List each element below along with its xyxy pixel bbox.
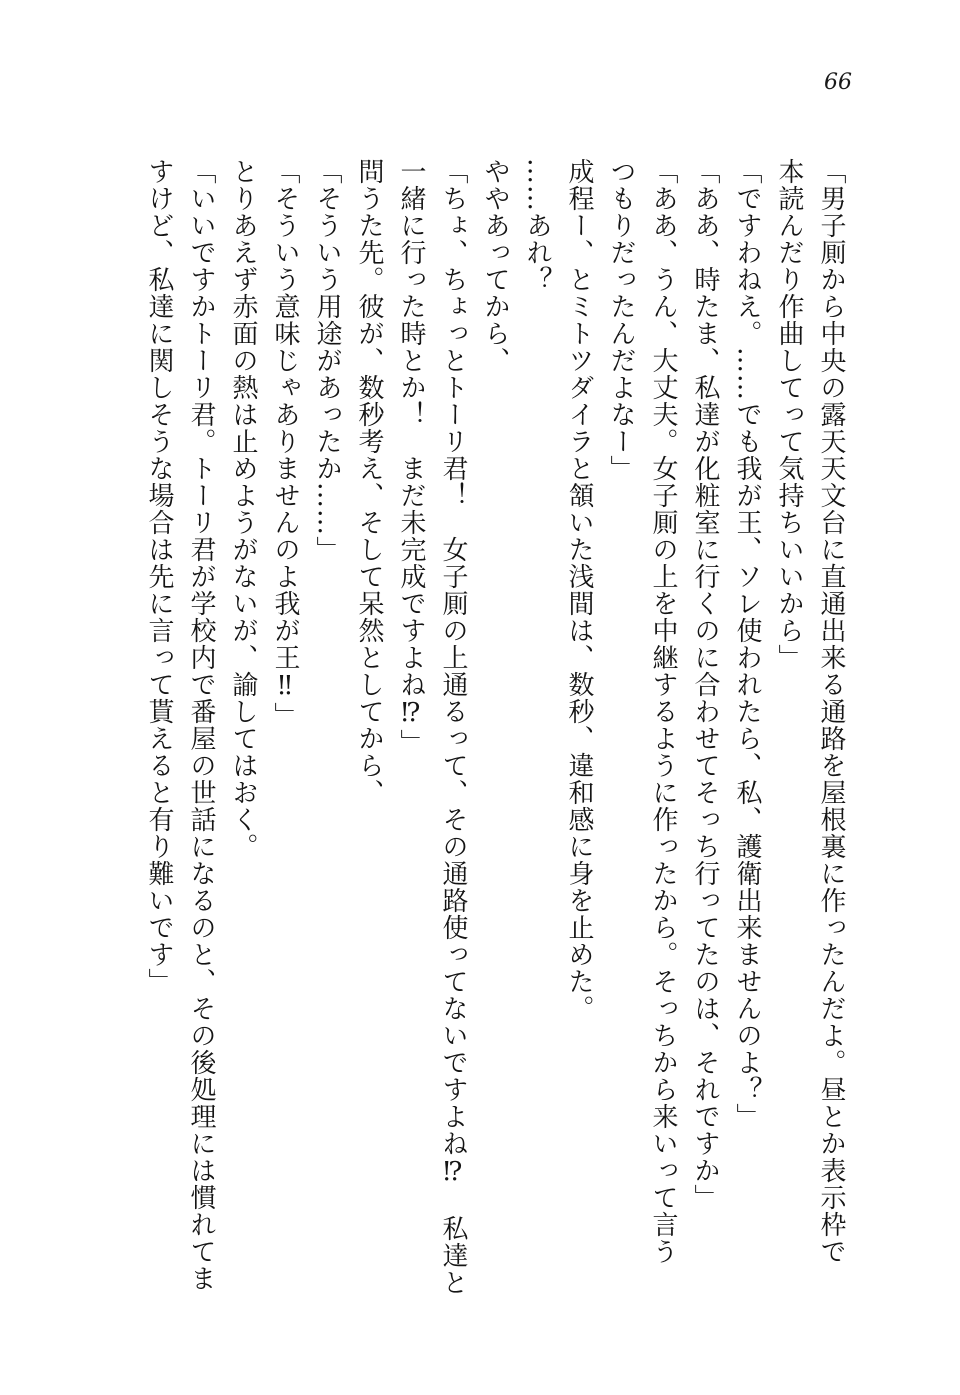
text-line: 「ちょ、ちょっとトーリ君！ 女子厠の上通るって、その通路使ってないですよね⁉ 私達と bbox=[438, 158, 468, 1296]
text-line: 「いいですかトーリ君。トーリ君が学校内で番屋の世話になるのと、その後処理には慣れてま bbox=[186, 158, 216, 1292]
text-line: 「ああ、時たま、私達が化粧室に行くのに合わせてそっち行ってたのは、それですか」 bbox=[690, 158, 720, 1211]
text-line: つもりだったんだよなー」 bbox=[606, 158, 636, 482]
text-line: 「ああ、うん、大丈夫。女子厠の上を中継するように作ったから。そっちから来いって言う bbox=[648, 158, 678, 1265]
body-text bbox=[82, 158, 852, 1308]
text-line: 本読んだり作曲してって気持ちいいから」 bbox=[774, 158, 804, 671]
text-line: 問うた先。彼が、数秒考え、そして呆然としてから、 bbox=[354, 158, 384, 806]
text-line: 成程ー、とミトツダイラと頷いた浅間は、数秒、違和感に身を止めた。 bbox=[564, 158, 594, 1022]
text-line: 一緒に行った時とか！ まだ未完成ですよね⁉」 bbox=[396, 158, 426, 756]
text-line: 「そういう意味じゃありませんのよ我が王‼」 bbox=[270, 158, 300, 729]
page-number: 66 bbox=[824, 70, 852, 95]
text-line: すけど、私達に関しそうな場合は先に言って貰えると有り難いです」 bbox=[144, 158, 174, 995]
text-line: 「ですわねえ。……でも我が王、ソレ使われたら、私、護衛出来ませんのよ？」 bbox=[732, 158, 762, 1130]
text-line: 「男子厠から中央の露天天文台に直通出来る通路を屋根裏に作ったんだよ。昼とか表示枠で bbox=[816, 158, 846, 1265]
text-line: 「そういう用途があったか……」 bbox=[312, 158, 342, 563]
text-line: とりあえず赤面の熱は止めようがないが、諭してはおく。 bbox=[228, 158, 258, 860]
text-line: ……あれ？ bbox=[522, 158, 552, 293]
text-line: ややあってから、 bbox=[480, 158, 510, 374]
